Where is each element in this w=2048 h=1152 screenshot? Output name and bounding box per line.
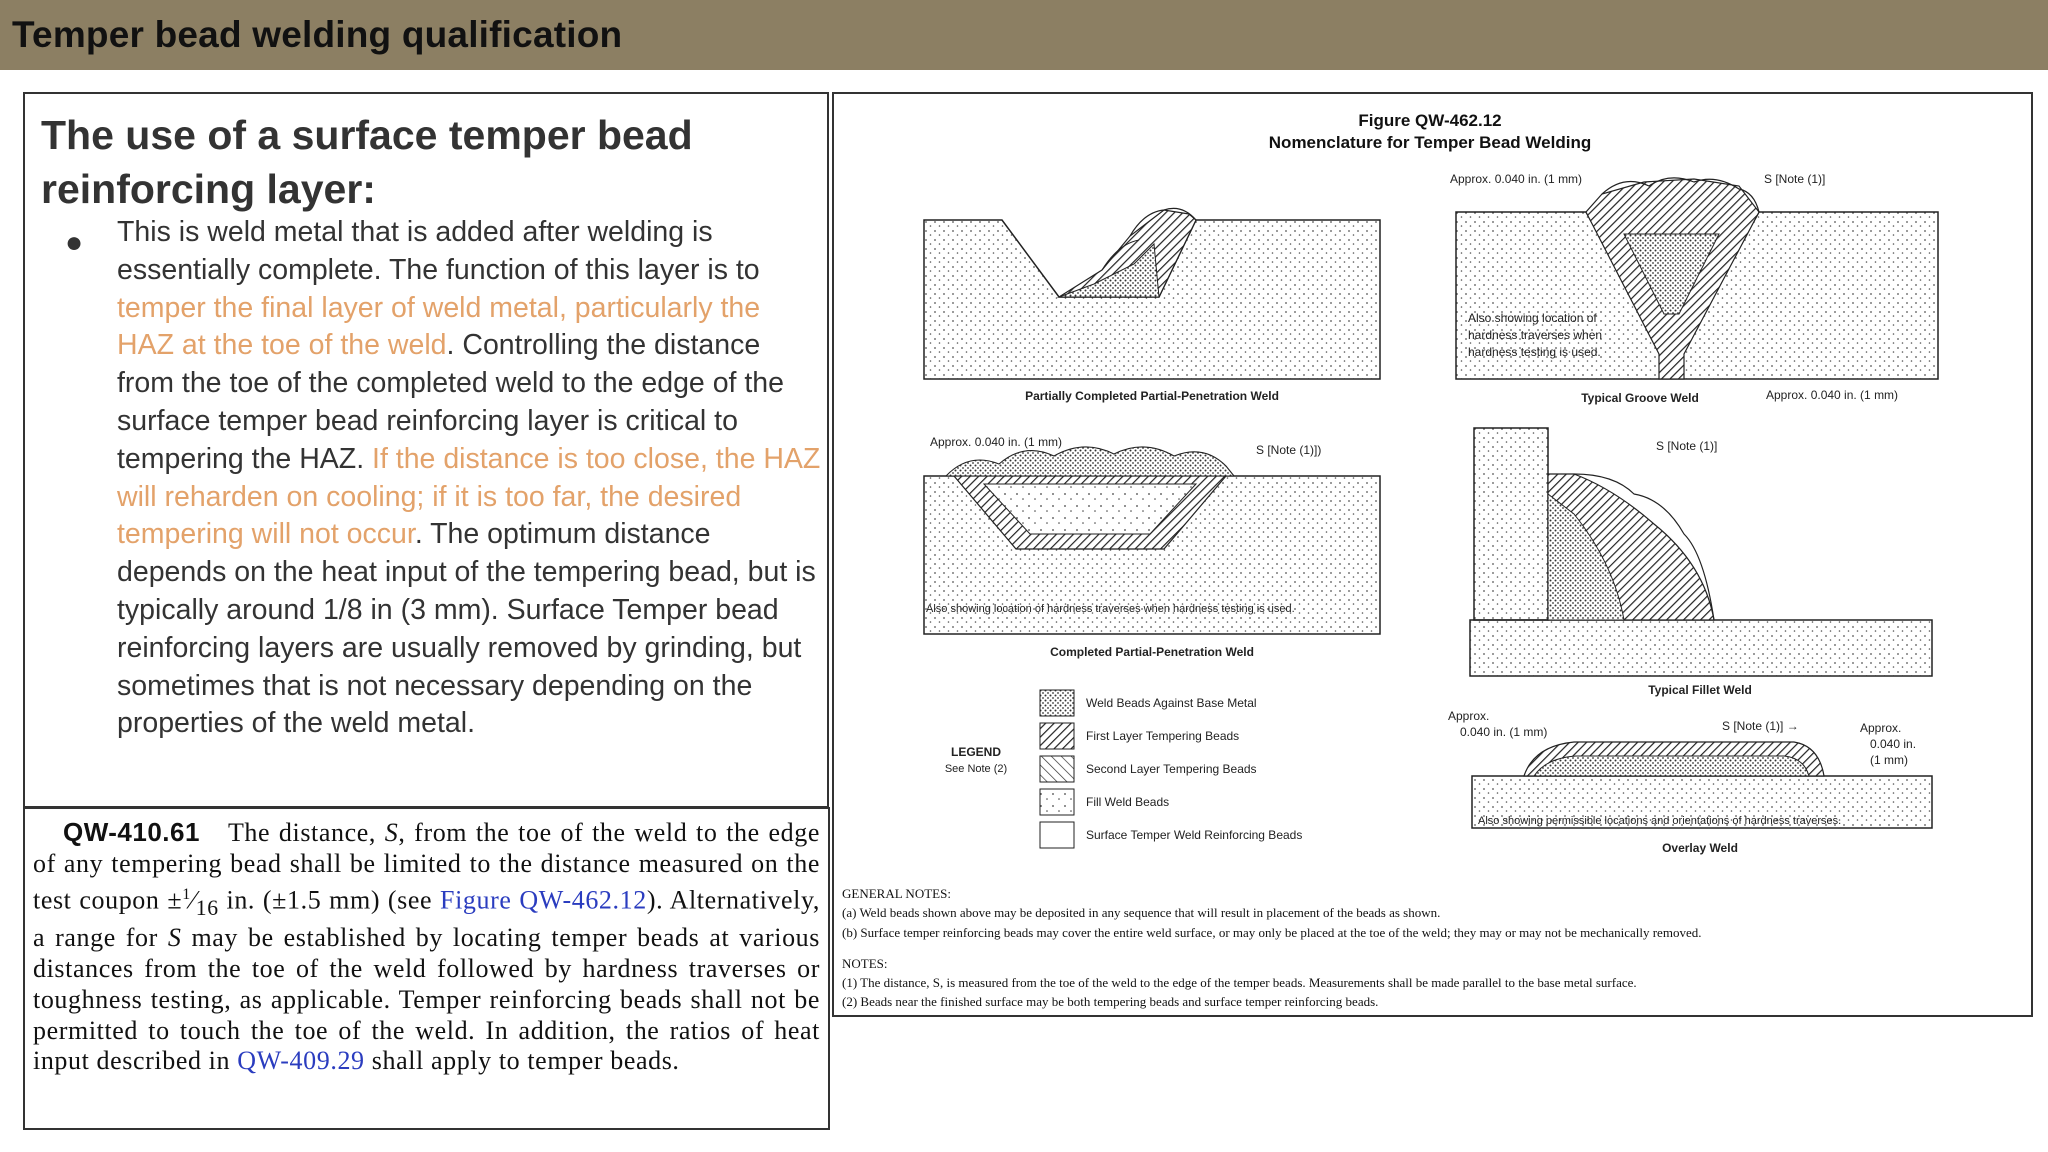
caption-groove: Typical Groove Weld [1581, 391, 1699, 405]
completed-hardness: Also showing location of hardness traverses when hardness testing is used. [926, 603, 1295, 615]
code-text-2: , from the toe of the weld to the edge of any tempering bead shall be limited to the distance measured on the test coupon ± [33, 818, 820, 915]
overlay-approx-left-2: 0.040 in. (1 mm) [1460, 725, 1548, 739]
caption-overlay: Overlay Weld [1662, 841, 1738, 855]
groove-s-note: S [Note (1)] [1764, 172, 1826, 186]
variable-s: S [384, 818, 399, 847]
bullet-paragraph [117, 214, 825, 743]
bullet-text-3: . The optimum distance depends on the heat input of the tempering bead, but is typically around 1/8 in (3 mm). Surface Temper bead reinforcing layers are usually removed by grinding, but sometimes that is not necessary depending on the properties of the weld metal. [117, 518, 816, 740]
legend-title: LEGEND [950, 745, 1002, 759]
general-note-a: (a) Weld beads shown above may be deposited in any sequence that will result in placement of the beads as shown. [842, 905, 1441, 920]
weld-figure [834, 94, 2031, 1015]
panel-heading: The use of a surface temper bead reinforcing layer: [41, 112, 693, 212]
overlay-approx-left-1: Approx. [1448, 709, 1490, 723]
note-1: (1) The distance, S, is measured from the toe of the weld to the edge of the temper beads. Measurements shall be made parallel to the base metal surface. [842, 975, 1637, 990]
legend-item-2: First Layer Tempering Beads [1086, 729, 1240, 743]
figure-title: Figure QW-462.12 [1358, 111, 1502, 130]
general-notes-title: GENERAL NOTES: [842, 886, 951, 901]
code-reference: QW-410.61 [63, 817, 200, 847]
figure-link[interactable]: Figure QW-462.12 [440, 885, 647, 915]
code-text-4: ). Alternatively, a range for [33, 885, 820, 953]
overlay-approx-right-1: Approx. [1860, 721, 1902, 735]
highlight-text-2: If the distance is too close, the HAZ will reharden on cooling; if it is too far, the desired tempering will not occur [117, 442, 821, 551]
general-note-b: (b) Surface temper reinforcing beads may cover the entire weld surface, or may only be placed at the toe of the weld; they may or may not be mechanically removed. [842, 925, 1702, 940]
groove-approx-label: Approx. 0.040 in. (1 mm) [1450, 172, 1583, 186]
caption-partial-pp: Partially Completed Partial-Penetration Weld [1025, 389, 1279, 403]
code-text-3: in. (±1.5 mm) (see [218, 885, 441, 915]
variable-s-2: S [167, 923, 182, 953]
qw-409-link[interactable]: QW-409.29 [237, 1046, 365, 1076]
fraction-denominator: 16 [195, 895, 219, 920]
legend-item-1: Weld Beads Against Base Metal [1086, 696, 1257, 710]
slide-title: Temper bead welding qualification [12, 14, 623, 55]
slide-header [0, 0, 2048, 70]
note-2: (2) Beads near the finished surface may be both tempering beads and surface temper reinforcing beads. [842, 994, 1379, 1009]
groove-hardness-3: hardness testing is used. [1468, 345, 1601, 359]
explanation-panel [23, 92, 829, 808]
legend [945, 690, 1303, 848]
code-text-5: may be established by locating temper beads at various distances from the toe of the weld followed by hardness traverses or toughness testing, as applicable. Temper reinforcing beads shall not be permitted to touch the toe of the weld. In addition, the ratios of heat input described in [33, 923, 820, 1076]
legend-swatch-base [1040, 690, 1074, 716]
legend-swatch-surface [1040, 822, 1074, 848]
caption-completed-pp: Completed Partial-Penetration Weld [1050, 645, 1254, 659]
legend-item-3: Second Layer Tempering Beads [1086, 762, 1257, 776]
code-text-1: The distance, [227, 818, 385, 847]
legend-item-5: Surface Temper Weld Reinforcing Beads [1086, 828, 1303, 842]
overlay-approx-right-2: 0.040 in. [1870, 737, 1917, 751]
fillet-weld-drawing [1470, 428, 1932, 676]
bullet-text-1: This is weld metal that is added after welding is essentially complete. The function of this layer is to [117, 216, 760, 286]
overlay-s-note: S [Note (1)] → [1722, 719, 1799, 733]
completed-approx-label: Approx. 0.040 in. (1 mm) [930, 435, 1063, 449]
fillet-s-note: S [Note (1)] [1656, 439, 1718, 453]
bullet-icon: ● [65, 226, 84, 259]
code-text-6: shall apply to temper beads. [364, 1046, 680, 1076]
highlight-text-1: temper the final layer of weld metal, particularly the HAZ at the toe of the weld [117, 291, 761, 362]
legend-swatch-fill [1040, 789, 1074, 815]
legend-swatch-second [1040, 756, 1074, 782]
legend-swatch-first [1040, 723, 1074, 749]
groove-hardness-1: Also showing location of [1468, 311, 1597, 325]
code-excerpt-panel: QW-410.61 The distance, S, from the toe of the weld to the edge of any tempering bead shall be limited to the distance measured on the test coupon $\pm^1⁄_{16}$ in. (±1.5 mm) (see Figure QW-462.12). Alternatively, a range for S may be established by locating temper beads at various distances from the toe of the weld followed by hardness traverses or toughness testing, as applicable. Temper reinforcing beads shall not be permitted to touch the toe of the weld. In addition, the ratios of heat input described in QW-409.29 shall apply to temper beads. [23, 807, 830, 1130]
figure-panel [832, 92, 2033, 1017]
groove-approx-bottom: Approx. 0.040 in. (1 mm) [1766, 388, 1899, 402]
groove-hardness-2: hardness traverses when [1468, 328, 1603, 342]
notes-title: NOTES: [842, 956, 888, 971]
figure-subtitle: Nomenclature for Temper Bead Welding [1268, 133, 1592, 152]
overlay-approx-right-3: (1 mm) [1870, 753, 1908, 767]
bullet-text-2: . Controlling the distance from the toe of the completed weld to the edge of the surface temper bead reinforcing layer is critical to tempering the HAZ. [117, 329, 785, 475]
partial-pp-weld-drawing [924, 208, 1380, 379]
legend-item-4: Fill Weld Beads [1086, 795, 1170, 809]
overlay-hardness: Also showing permissible locations and orientations of hardness traverses. [1478, 815, 1842, 827]
completed-s-note: S [Note (1)]) [1256, 443, 1322, 457]
legend-subtitle: See Note (2) [944, 763, 1008, 775]
caption-fillet: Typical Fillet Weld [1648, 683, 1752, 697]
fraction-numerator: 1 [182, 885, 191, 903]
